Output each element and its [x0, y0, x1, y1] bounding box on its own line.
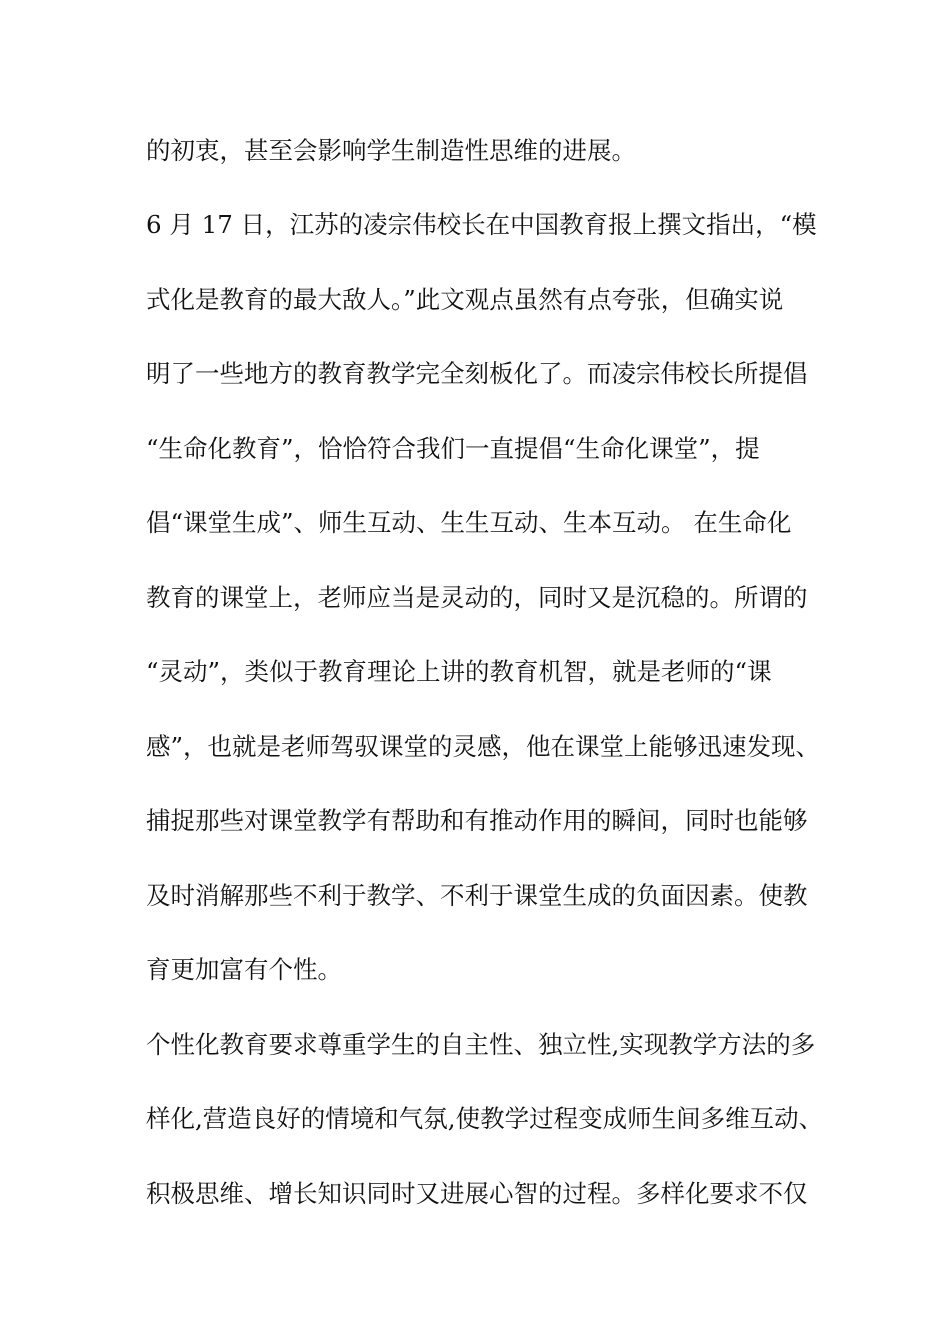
text-line: 教育的课堂上，老师应当是灵动的，同时又是沉稳的。所谓的	[146, 583, 808, 612]
text-line: 育更加富有个性。	[146, 955, 342, 984]
text-line: “灵动”，类似于教育理论上讲的教育机智，就是老师的“课	[146, 657, 772, 686]
text-line: 的初衷，甚至会影响学生制造性思维的进展。	[146, 136, 636, 165]
text-line: 样化,营造良好的情境和气氛,使教学过程变成师生间多维互动、	[146, 1104, 824, 1133]
text-line: 6 月 17 日，江苏的凌宗伟校长在中国教育报上撰文指出，“模	[146, 210, 817, 239]
text-line: 明了一些地方的教育教学完全刻板化了。而凌宗伟校长所提倡	[146, 359, 808, 388]
text-line: 式化是教育的最大敌人。”此文观点虽然有点夸张，但确实说	[146, 285, 784, 314]
text-line: 及时消解那些不利于教学、不利于课堂生成的负面因素。使教	[146, 881, 808, 910]
text-line: “生命化教育”，恰恰符合我们一直提倡“生命化课堂”，提	[146, 434, 760, 463]
text-line: 积极思维、增长知识同时又进展心智的过程。多样化要求不仅	[146, 1179, 808, 1208]
text-line: 捕捉那些对课堂教学有帮助和有推动作用的瞬间，同时也能够	[146, 806, 808, 835]
text-line: 个性化教育要求尊重学生的自主性、独立性,实现教学方法的多	[146, 1030, 816, 1059]
text-line: 倡“课堂生成”、师生互动、生生互动、生本互动。 在生命化	[146, 508, 792, 537]
text-line: 感”，也就是老师驾驭课堂的灵感，他在课堂上能够迅速发现、	[146, 732, 821, 761]
